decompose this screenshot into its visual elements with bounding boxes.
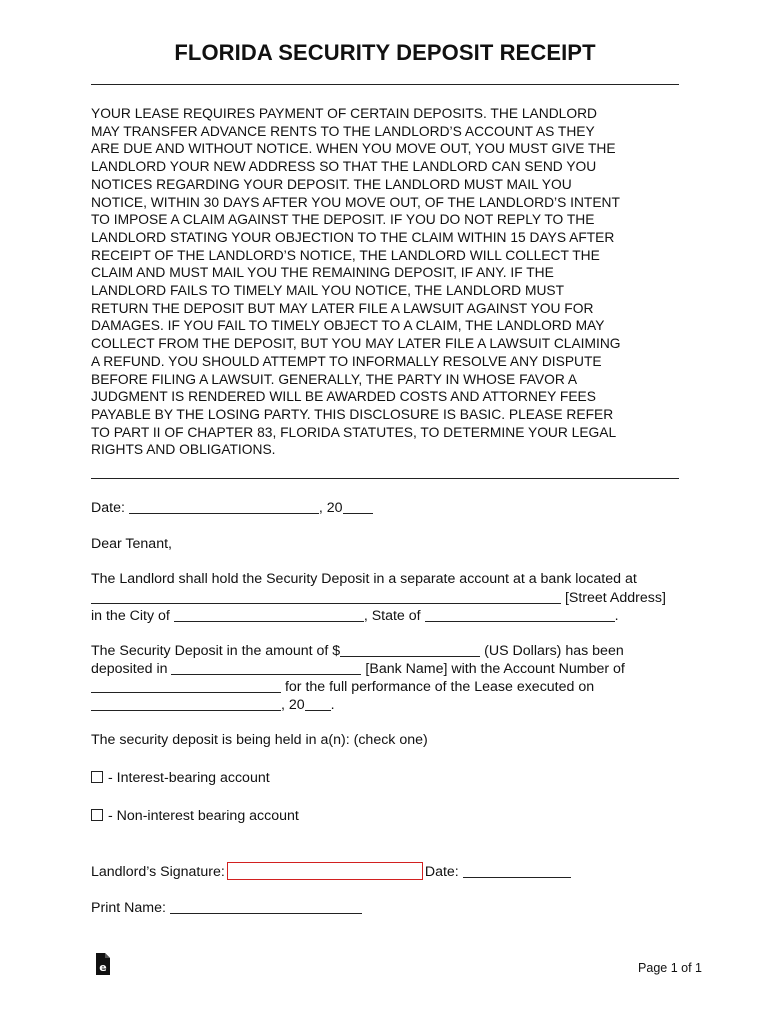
lease-year-blank[interactable]: [305, 696, 331, 711]
bank-location-text: The Landlord shall hold the Security Deposit in a separate account at a bank located at: [91, 571, 637, 587]
street-address-line: [91, 589, 666, 606]
disclosure-line: NOTICE, WITHIN 30 DAYS AFTER YOU MOVE OUT, OF THE LANDLORD’S INTENT: [91, 194, 620, 210]
bank-name-label: [Bank Name] with the Account Number of: [365, 661, 625, 677]
city-label: in the City of: [91, 608, 170, 624]
disclosure-line: JUDGMENT IS RENDERED WILL BE AWARDED COSTS AND ATTORNEY FEES: [91, 389, 596, 405]
state-blank[interactable]: [425, 607, 615, 622]
year-blank[interactable]: [343, 499, 373, 514]
deposit-amount-blank[interactable]: [340, 642, 480, 657]
disclosure-line: LANDLORD YOUR NEW ADDRESS SO THAT THE LANDLORD CAN SEND YOU: [91, 159, 597, 175]
interest-bearing-checkbox[interactable]: [91, 771, 103, 783]
signature-date-blank[interactable]: [463, 863, 571, 878]
bottom-divider: [91, 478, 679, 479]
date-blank[interactable]: [129, 499, 319, 514]
disclosure-line: DAMAGES. IF YOU FAIL TO TIMELY OBJECT TO A CLAIM, THE LANDLORD MAY: [91, 318, 605, 334]
city-state-period: .: [614, 608, 619, 624]
lease-date-period: .: [330, 697, 335, 713]
non-interest-bearing-option[interactable]: [91, 808, 299, 824]
disclosure-line: LANDLORD STATING YOUR OBJECTION TO THE CLAIM WITHIN 15 DAYS AFTER: [91, 229, 615, 245]
disclosure-text: [91, 105, 691, 459]
signature-line: [91, 862, 571, 880]
disclosure-line: A REFUND. YOU SHOULD ATTEMPT TO INFORMALLY RESOLVE ANY DISPUTE: [91, 353, 602, 369]
disclosure-line: PAYABLE BY THE LOSING PARTY. THIS DISCLOSURE IS BASIC. PLEASE REFER: [91, 406, 614, 422]
disclosure-line: COLLECT FROM THE DEPOSIT, BUT YOU MAY LATER FILE A LAWSUIT CLAIMING: [91, 336, 621, 352]
date-label: Date:: [91, 500, 125, 516]
bank-name-line: [91, 660, 625, 677]
deposit-amount-line: [91, 642, 624, 659]
disclosure-line: RIGHTS AND OBLIGATIONS.: [91, 442, 276, 458]
account-number-blank[interactable]: [91, 678, 281, 693]
eforms-logo-icon: [94, 952, 112, 976]
disclosure-line: TO IMPOSE A CLAIM AGAINST THE DEPOSIT. IF YOU DO NOT REPLY TO THE: [91, 212, 595, 228]
disclosure-line: TO PART II OF CHAPTER 83, FLORIDA STATUTES, TO DETERMINE YOUR LEGAL: [91, 424, 617, 440]
disclosure-line: NOTICES REGARDING YOUR DEPOSIT. THE LANDLORD MUST MAIL YOU: [91, 176, 572, 192]
currency-label: (US Dollars) has been: [484, 643, 624, 659]
svg-text:e: e: [99, 961, 107, 974]
held-in-label: The security deposit is being held in a(n): (check one): [91, 732, 428, 748]
non-interest-bearing-label: - Non-interest bearing account: [108, 808, 299, 824]
interest-bearing-label: - Interest-bearing account: [108, 770, 270, 786]
page-number: Page 1 of 1: [638, 961, 702, 975]
city-state-line: [91, 607, 619, 624]
bank-name-blank[interactable]: [171, 660, 361, 675]
performance-label: for the full performance of the Lease executed on: [284, 679, 595, 695]
lease-date-blank[interactable]: [91, 696, 281, 711]
disclosure-line: BEFORE FILING A LAWSUIT. GENERALLY, THE PARTY IN WHOSE FAVOR A: [91, 371, 578, 387]
top-divider: [91, 84, 679, 85]
print-name-line: [91, 899, 362, 916]
signature-date-label: Date:: [424, 864, 459, 880]
salutation: Dear Tenant,: [91, 536, 172, 552]
date-year-label: , 20: [318, 500, 343, 516]
street-address-blank[interactable]: [91, 589, 561, 604]
account-number-line: [91, 678, 594, 695]
print-name-label: Print Name:: [91, 900, 166, 916]
signature-label: Landlord’s Signature:: [91, 864, 225, 880]
disclosure-line: RETURN THE DEPOSIT BUT MAY LATER FILE A LAWSUIT AGAINST YOU FOR: [91, 300, 594, 316]
state-label: , State of: [363, 608, 421, 624]
signature-field[interactable]: [227, 862, 423, 880]
disclosure-line: LANDLORD FAILS TO TIMELY MAIL YOU NOTICE, THE LANDLORD MUST: [91, 283, 565, 299]
deposit-amount-label: The Security Deposit in the amount of $: [91, 643, 341, 659]
print-name-blank[interactable]: [170, 899, 362, 914]
disclosure-line: CLAIM AND MUST MAIL YOU THE REMAINING DEPOSIT, IF ANY. IF THE: [91, 265, 554, 281]
disclosure-line: MAY TRANSFER ADVANCE RENTS TO THE LANDLORD’S ACCOUNT AS THEY: [91, 123, 595, 139]
interest-bearing-option[interactable]: [91, 770, 270, 786]
street-address-label: [Street Address]: [564, 590, 666, 606]
document-title: FLORIDA SECURITY DEPOSIT RECEIPT: [174, 40, 596, 65]
date-line: [91, 499, 373, 516]
city-blank[interactable]: [174, 607, 364, 622]
disclosure-line: RECEIPT OF THE LANDLORD’S NOTICE, THE LANDLORD WILL COLLECT THE: [91, 247, 600, 263]
lease-year-label: , 20: [281, 697, 305, 713]
deposited-label: deposited in: [91, 661, 168, 677]
disclosure-line: ARE DUE AND WITHOUT NOTICE. WHEN YOU MOVE OUT, YOU MUST GIVE THE: [91, 141, 616, 157]
disclosure-line: YOUR LEASE REQUIRES PAYMENT OF CERTAIN DEPOSITS. THE LANDLORD: [91, 106, 597, 121]
non-interest-bearing-checkbox[interactable]: [91, 809, 103, 821]
lease-date-line: [91, 696, 335, 713]
